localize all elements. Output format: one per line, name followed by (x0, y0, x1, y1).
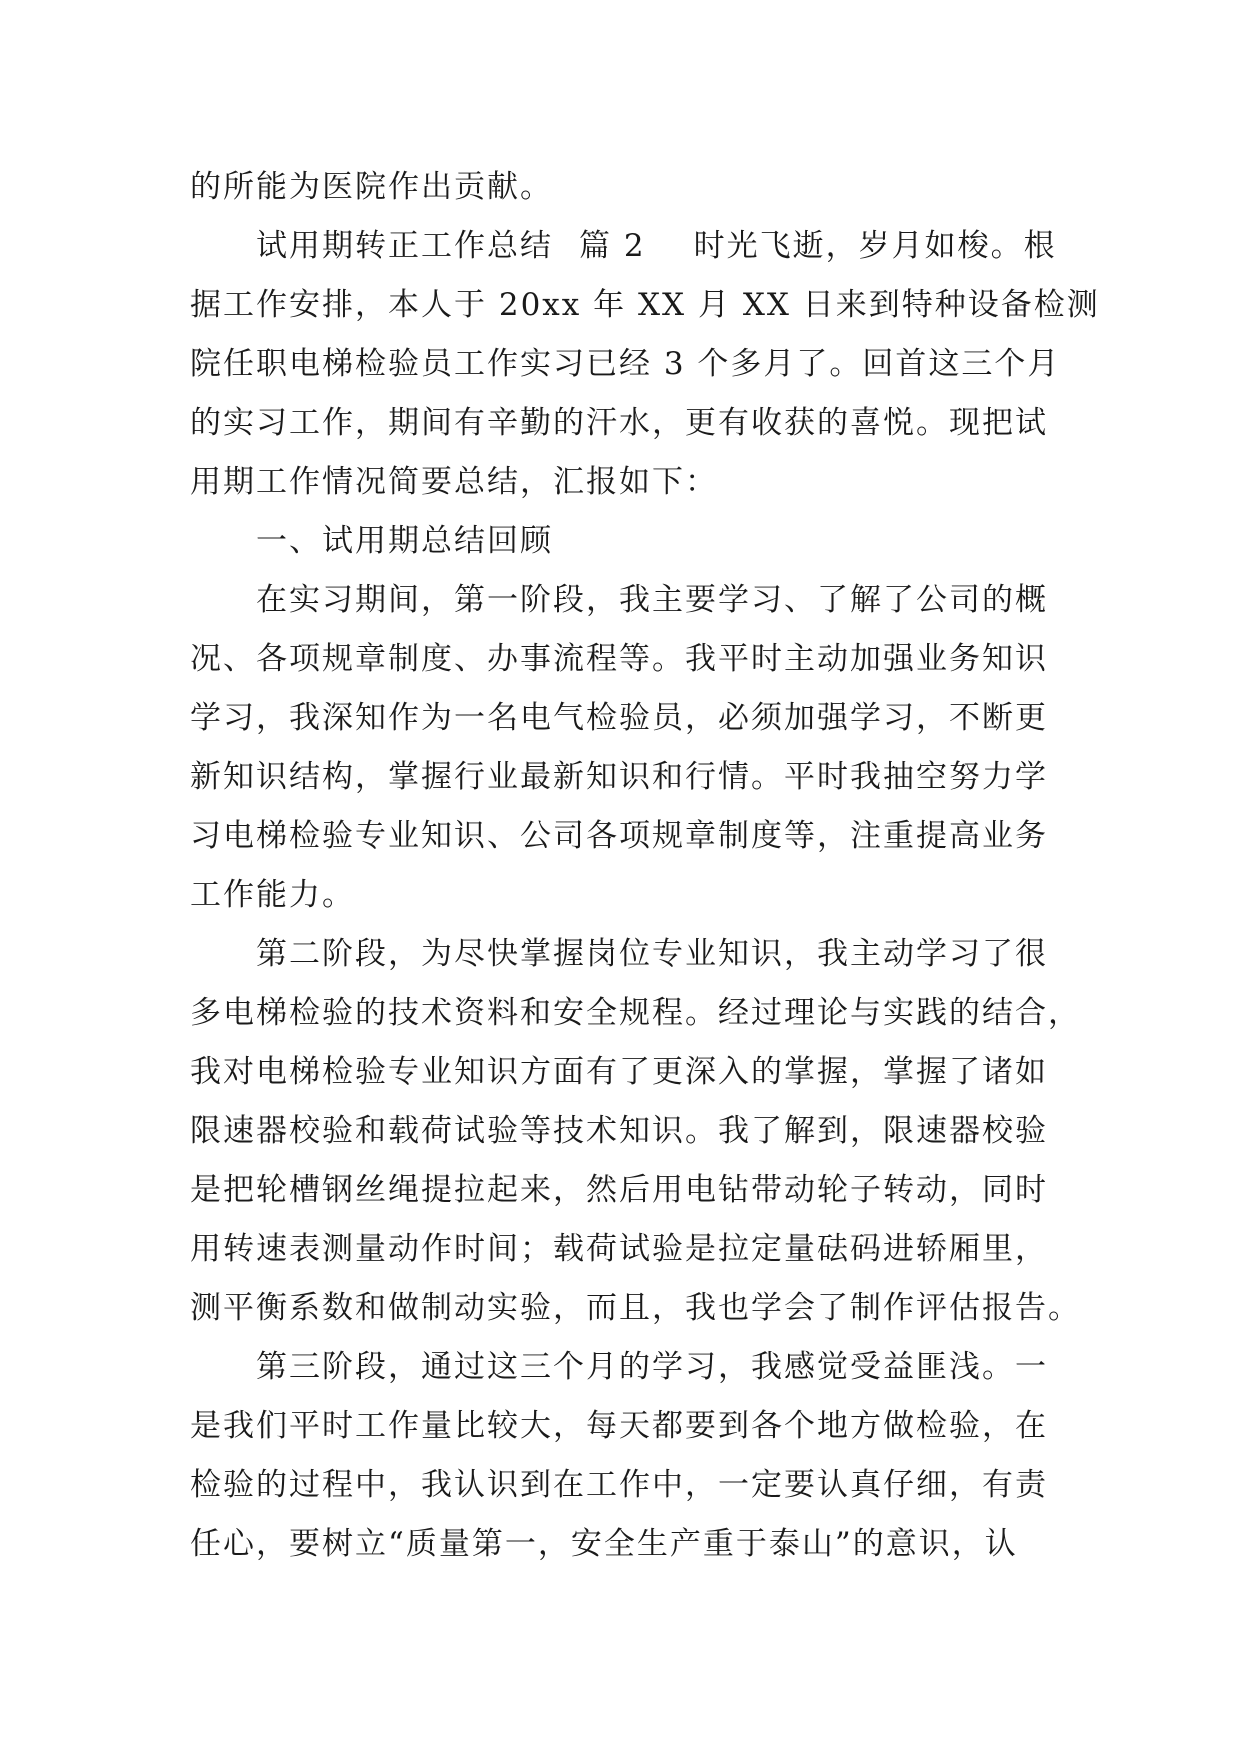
text-line-content: 的所能为医院作出贡献。 (190, 169, 553, 205)
text-line: 限速器校验和载荷试验等技术知识。我了解到，限速器校验 (190, 1113, 1048, 1149)
subheading-line (190, 512, 1055, 571)
text-line: 工作能力。 (190, 877, 355, 913)
text-line: 是把轮槽钢丝绳提拉起来，然后用电钻带动轮子转动，同时 (190, 1172, 1048, 1208)
section-heading-line (190, 217, 1055, 276)
section-title: 试用期转正工作总结 (256, 228, 553, 264)
document-body (190, 158, 1100, 1574)
text-line: 新知识结构，掌握行业最新知识和行情。平时我抽空努力学 (190, 759, 1048, 795)
text-line: 院任职电梯检验员工作实习已经 3 个多月了。回首这三个月 (190, 346, 1061, 382)
text-line (190, 158, 1055, 217)
text-line: 多电梯检验的技术资料和安全规程。经过理论与实践的结合， (190, 995, 1081, 1031)
text-line: 用期工作情况简要总结，汇报如下： (190, 464, 718, 500)
text-line: 在实习期间，第一阶段，我主要学习、了解了公司的概 (256, 582, 1048, 618)
text-line: 习电梯检验专业知识、公司各项规章制度等，注重提高业务 (190, 818, 1048, 854)
text-line: 况、各项规章制度、办事流程等。我平时主动加强业务知识 (190, 641, 1048, 677)
text-line: 测平衡系数和做制动实验，而且，我也学会了制作评估报告。 (190, 1290, 1081, 1326)
text-line: 用转速表测量动作时间；载荷试验是拉定量砝码进轿厢里， (190, 1231, 1048, 1267)
section-number: 篇 2 (579, 228, 646, 264)
text-line: 第二阶段，为尽快掌握岗位专业知识，我主动学习了很 (256, 936, 1048, 972)
paragraph-start: 时光飞逝，岁月如梭。根 (693, 228, 1057, 264)
text-line: 检验的过程中，我认识到在工作中，一定要认真仔细，有责 (190, 1467, 1048, 1503)
text-line: 任心，要树立“质量第一，安全生产重于泰山”的意识，认 (190, 1526, 1018, 1562)
text-line: 是我们平时工作量比较大，每天都要到各个地方做检验，在 (190, 1408, 1048, 1444)
text-line: 第三阶段，通过这三个月的学习，我感觉受益匪浅。一 (256, 1349, 1048, 1385)
subheading: 一、试用期总结回顾 (256, 523, 553, 559)
text-line: 的实习工作，期间有辛勤的汗水，更有收获的喜悦。现把试 (190, 405, 1048, 441)
text-line: 据工作安排，本人于 20xx 年 XX 月 XX 日来到特种设备检测 (190, 287, 1100, 323)
text-line: 我对电梯检验专业知识方面有了更深入的掌握，掌握了诸如 (190, 1054, 1048, 1090)
text-line: 学习，我深知作为一名电气检验员，必须加强学习，不断更 (190, 700, 1048, 736)
